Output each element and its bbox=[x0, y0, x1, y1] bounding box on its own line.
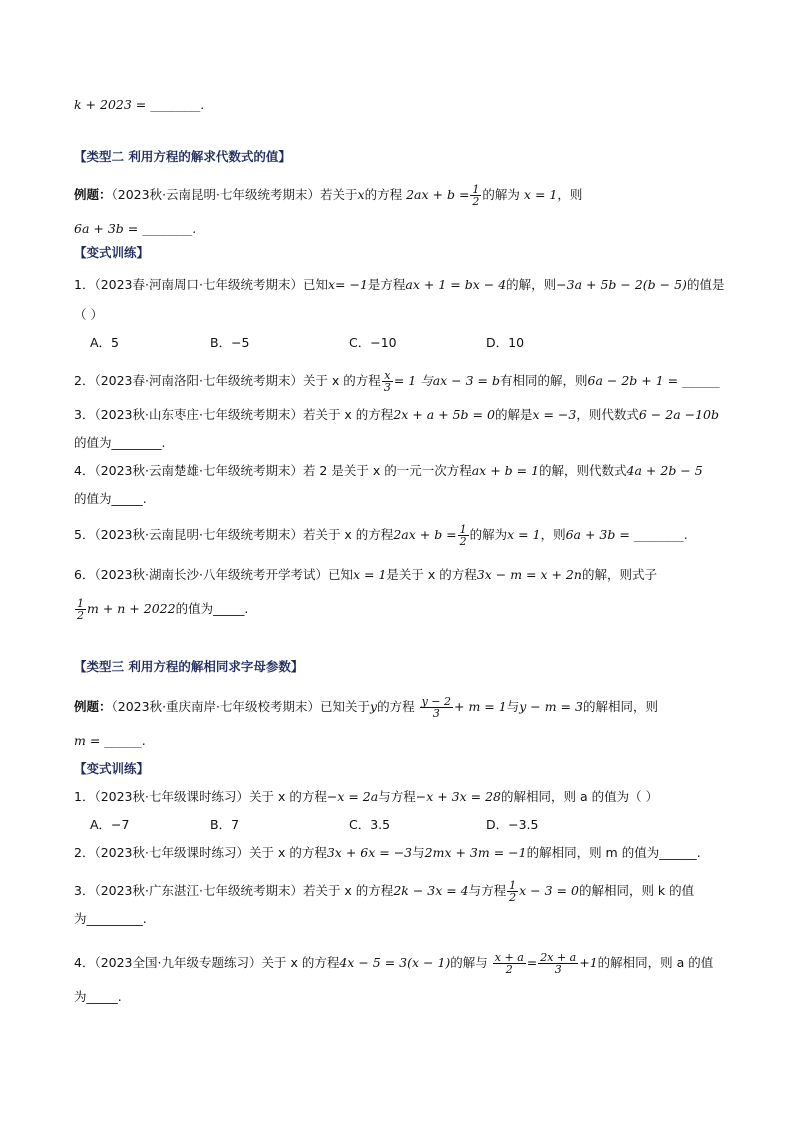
question-2-1-paren: （ ） bbox=[74, 307, 103, 322]
var-x: x bbox=[357, 187, 365, 202]
solution: x = 1 bbox=[523, 187, 558, 202]
question-3-3-line2: 为_________. bbox=[74, 911, 147, 926]
question-2-3: 3．（2023秋·山东枣庄·七年级统考期末）若关于 x 的方程2x + a + 5b = 0的解是x = −3，则代数式6 − 2a −10b bbox=[74, 407, 720, 422]
question-3-4-line2: 为_____. bbox=[74, 989, 122, 1004]
variant-heading-3: 【变式训练】 bbox=[74, 761, 150, 776]
text: ，则 bbox=[557, 187, 583, 202]
example-answer: 6a + 3b = ________. bbox=[74, 221, 197, 236]
fraction: $\frac{1}{2}$ bbox=[472, 183, 480, 208]
question-3-2: 2．（2023秋·七年级课时练习）关于 x 的方程3x + 6x = −3与2mx + 3m = −1的解相同，则 m 的值为______. bbox=[74, 845, 701, 860]
option-d[interactable]: D．−3.5 bbox=[486, 817, 539, 832]
example-label: 例题： bbox=[74, 187, 112, 202]
example-source: （2023秋·云南昆明·七年级统考期末）若关于 bbox=[111, 187, 358, 202]
example-type3-answer: m = ______. bbox=[74, 733, 146, 748]
question-2-4: 4．（2023秋·云南楚雄·七年级统考期末）若 2 是关于 x 的一元一次方程ax + b = 1的解，则代数式4a + 2b − 5 bbox=[74, 463, 703, 478]
question-3-4: 4．（2023全国·九年级专题练习）关于 x 的方程4x − 5 = 3(x − 1)的解与 $\frac{x + a}{2}$ = $\frac{2x + a}{3}$ +1的解相同，则 a 的值 bbox=[74, 951, 714, 976]
option-b[interactable]: B．7 bbox=[210, 817, 240, 832]
option-c[interactable]: C．−10 bbox=[349, 335, 397, 350]
question-3-1: 1．（2023秋·七年级课时练习）关于 x 的方程−x = 2a与方程−x + 3x = 28的解相同，则 a 的值为（ ） bbox=[74, 789, 659, 804]
question-2-1: 1．（2023春·河南周口·七年级统考期末）已知x= −1是方程ax + 1 = bx − 4的解，则−3a + 5b − 2(b − 5)的值是 bbox=[74, 277, 725, 292]
question-2-2: 2．（2023春·河南洛阳·七年级统考期末）关于 x 的方程 $\frac{x}{3}$ = 1 与ax − 3 = b有相同的解，则6a − 2b + 1 = ______ bbox=[74, 369, 720, 394]
question-2-4-line2: 的值为_____. bbox=[74, 491, 147, 506]
text: 的方程 bbox=[364, 187, 403, 202]
option-c[interactable]: C．3.5 bbox=[349, 817, 391, 832]
option-a[interactable]: A．−7 bbox=[90, 817, 130, 832]
question-2-6-line2: $\frac{1}{2}$ m + n + 2022的值为_____. bbox=[77, 597, 249, 622]
question-2-5: 5．（2023秋·云南昆明·七年级统考期末）若关于 x 的方程2ax + b = $\frac{1}{2}$ 的解为x = 1，则6a + 3b = ________. bbox=[74, 523, 688, 548]
equation: 2ax + b = bbox=[406, 187, 470, 202]
question-3-3: 3．（2023秋·广东湛江·七年级统考期末）若关于 x 的方程2k − 3x = 4与方程 $\frac{1}{2}$ x − 3 = 0的解相同，则 k 的值 bbox=[74, 879, 695, 904]
example-type3: 例题：（2023秋·重庆南岸·七年级校考期末）已知关于y的方程 $\frac{y - 2}{3}$ + m = 1与y − m = 3的解相同，则 bbox=[74, 695, 658, 720]
section-title-type2: 【类型二 利用方程的解求代数式的值】 bbox=[74, 149, 291, 164]
option-b[interactable]: B．−5 bbox=[210, 335, 250, 350]
option-a[interactable]: A．5 bbox=[90, 335, 120, 350]
variant-heading: 【变式训练】 bbox=[74, 245, 150, 260]
section-title-type3: 【类型三 利用方程的解相同求字母参数】 bbox=[74, 659, 304, 674]
text: 的解为 bbox=[482, 187, 520, 202]
answer-line-top: k + 2023 = ________. bbox=[74, 97, 205, 112]
example-type2 bbox=[74, 184, 724, 207]
question-2-3-line2: 的值为________. bbox=[74, 435, 166, 450]
option-d[interactable]: D．10 bbox=[486, 335, 525, 350]
question-2-6: 6．（2023秋·湖南长沙·八年级统考开学考试）已知x = 1是关于 x 的方程3x − m = x + 2n的解，则式子 bbox=[74, 567, 657, 582]
